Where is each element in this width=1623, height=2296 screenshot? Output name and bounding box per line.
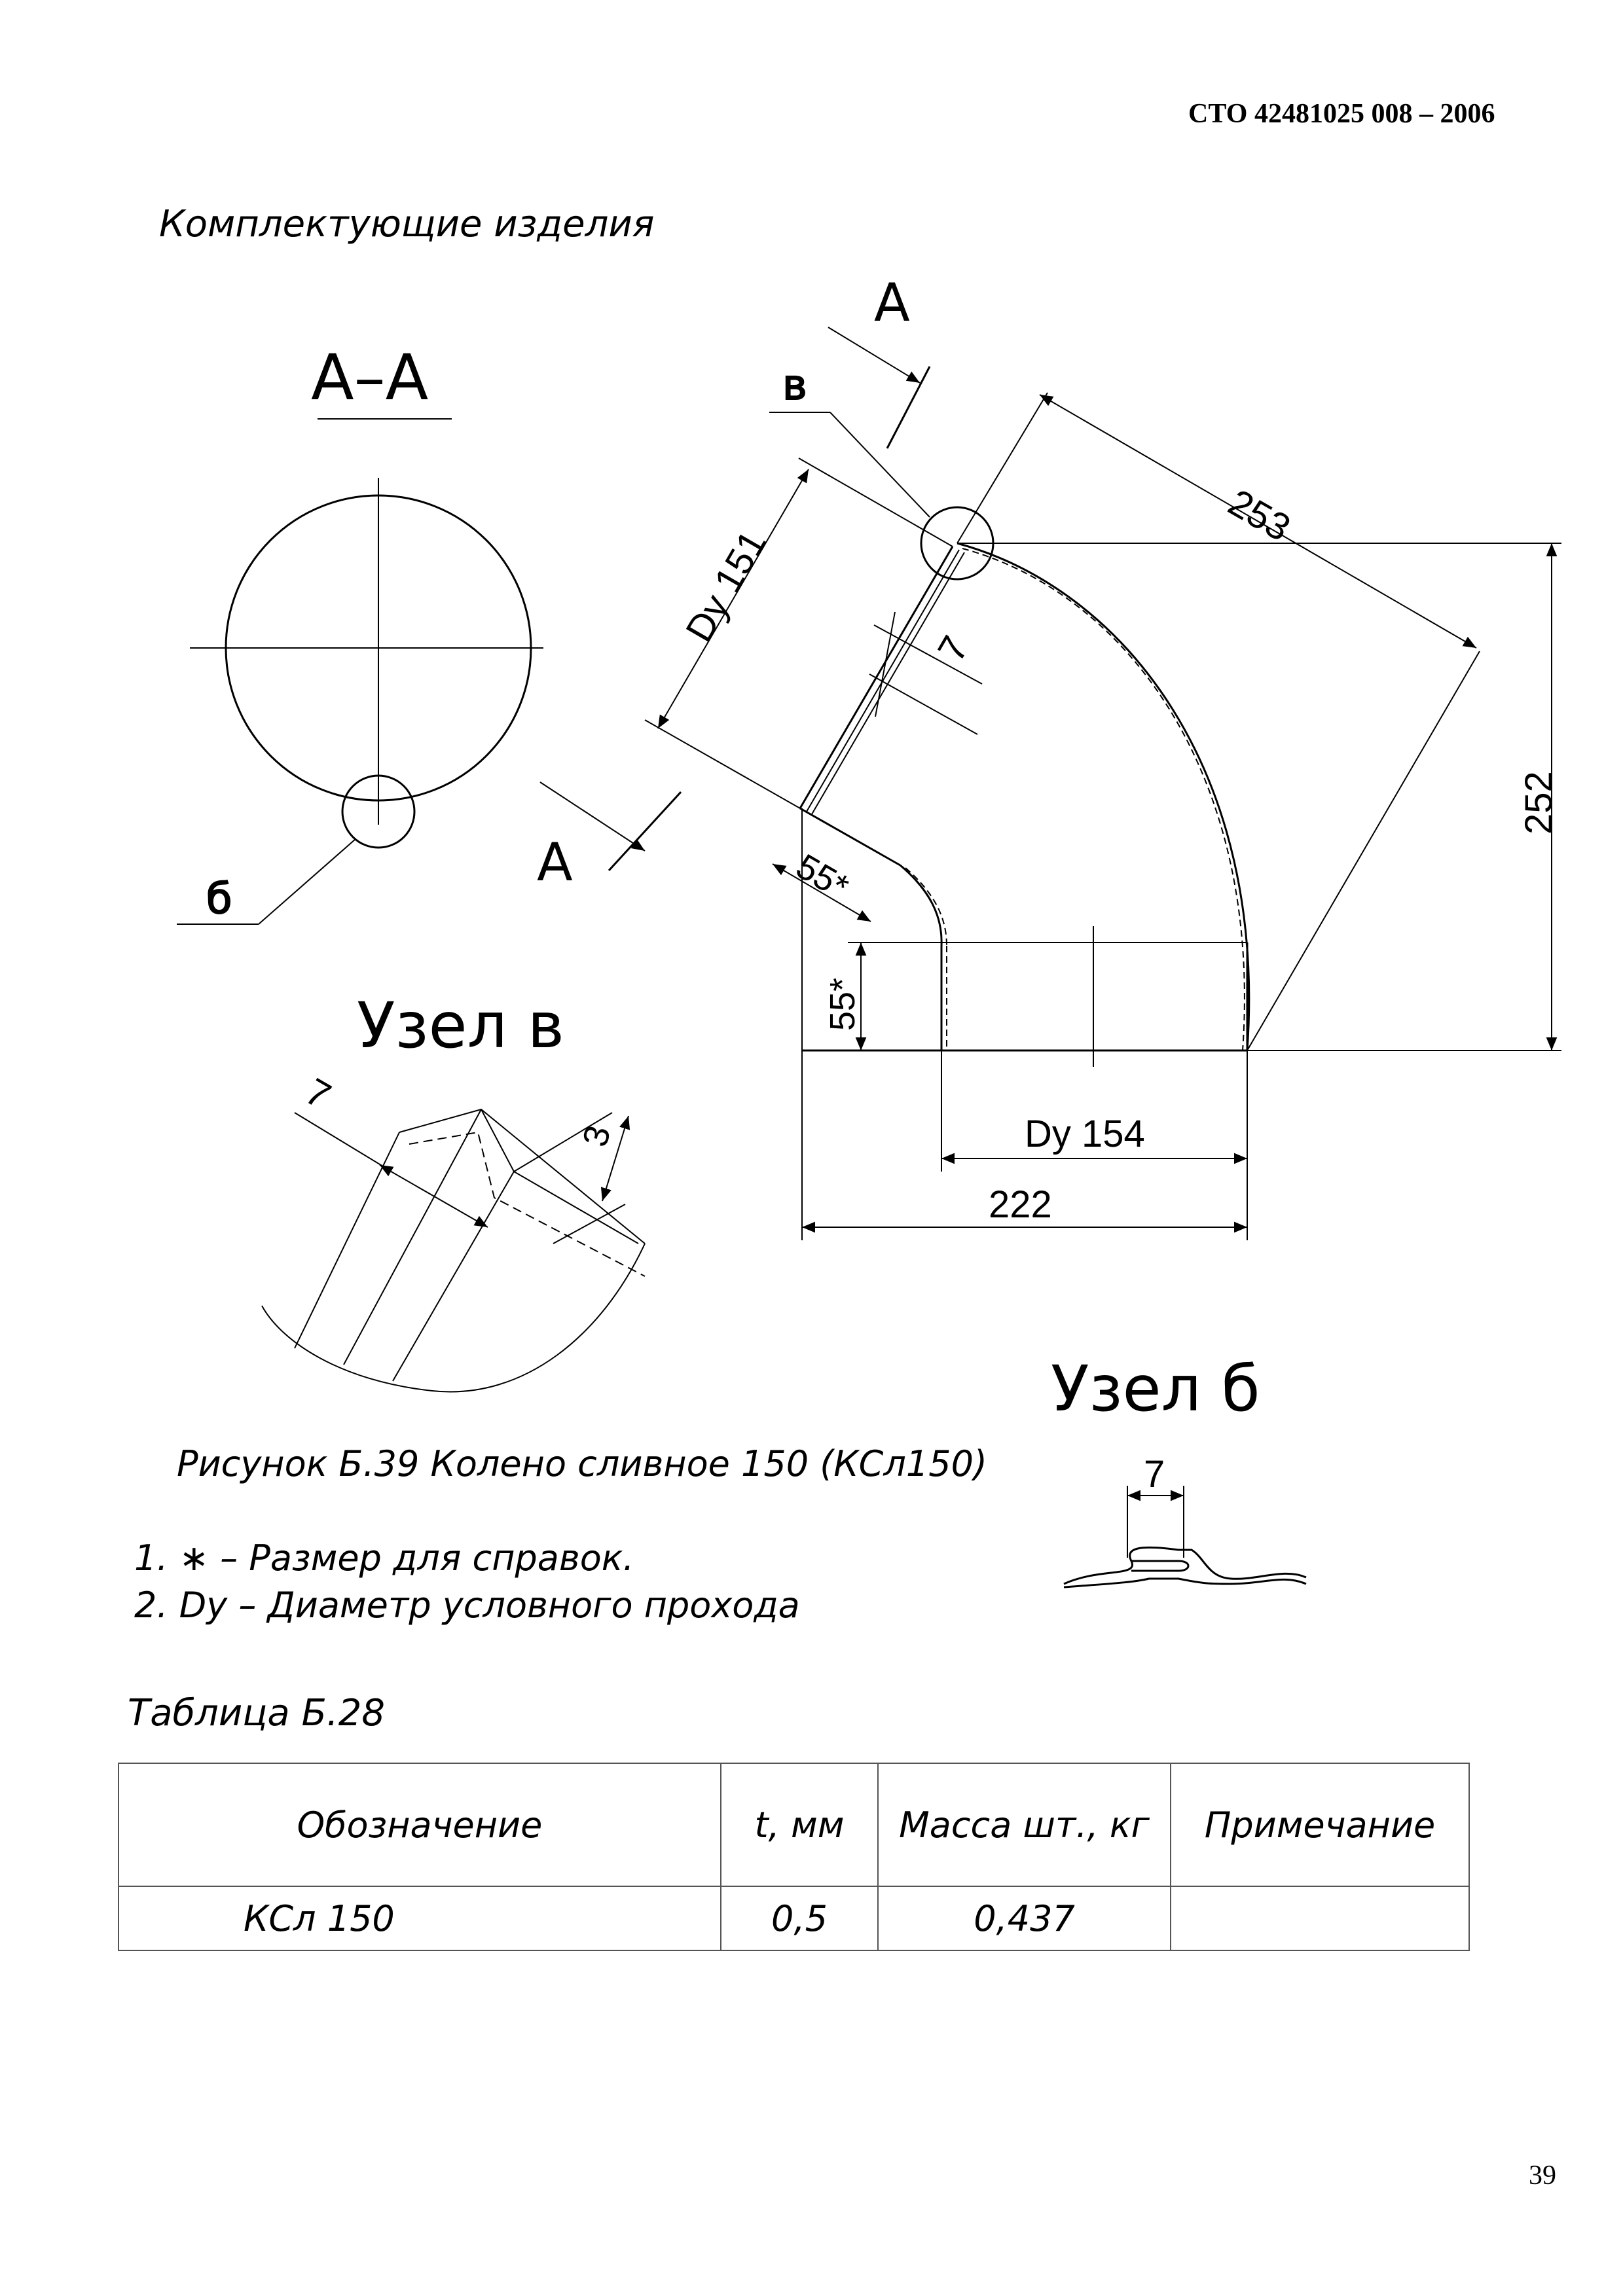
elbow-drawing <box>540 327 1561 1240</box>
node-v-leader <box>830 412 930 517</box>
cell-mass: 0,437 <box>878 1886 1171 1950</box>
dim-252-label: 252 <box>1518 771 1560 834</box>
dim-7-ext-2 <box>869 674 977 734</box>
elbow-outer-arc <box>957 543 1249 1050</box>
node-b-profile-lower <box>1064 1579 1306 1587</box>
dim-253-ext-top <box>957 393 1048 543</box>
section-mark-bottom: А <box>537 832 573 893</box>
section-view-aa <box>177 419 543 924</box>
dim-55-vert-label: 55* <box>823 977 862 1031</box>
section-mark-top: А <box>874 272 910 333</box>
table-header-row <box>119 1763 1469 1886</box>
node-v-fold-line-4 <box>481 1109 514 1172</box>
node-b-leader <box>259 839 356 924</box>
node-v-fold-line-2 <box>344 1109 481 1365</box>
document-code: СТО 42481025 008 – 2006 <box>1188 99 1495 129</box>
node-v-title: Узел в <box>357 989 565 1062</box>
dim-55-slant-label: 55* <box>790 846 856 907</box>
col-header-thickness: t, мм <box>721 1763 878 1886</box>
node-v-dim-7-label: 7 <box>298 1069 338 1118</box>
node-v-dim-7-ext <box>295 1113 386 1168</box>
col-header-note: Примечание <box>1171 1763 1469 1886</box>
node-v-dim-3-ext-2 <box>553 1204 625 1244</box>
section-cut-marker-bottom <box>609 792 681 870</box>
node-v-detail <box>262 1109 645 1391</box>
elbow-inner-arc <box>900 865 941 946</box>
col-header-mass: Масса шт., кг <box>878 1763 1171 1886</box>
dim-dy151-ext-bottom <box>645 720 800 808</box>
cell-designation: КСл 150 <box>119 1886 721 1950</box>
node-v-dim-7-line <box>380 1165 488 1227</box>
upper-pipe-seam-line-1 <box>807 550 959 812</box>
node-b-profile <box>1064 1547 1306 1584</box>
cell-thickness: 0,5 <box>721 1886 878 1950</box>
section-title: Комплектующие изделия <box>159 203 655 245</box>
node-b-title: Узел б <box>1051 1352 1260 1426</box>
table-row <box>119 1886 1469 1950</box>
node-v-hidden-line <box>409 1132 645 1276</box>
node-b-dim-7-label: 7 <box>1144 1453 1165 1496</box>
node-b-detail <box>1064 1486 1306 1587</box>
upper-pipe-seam-line-2 <box>812 552 964 814</box>
dim-253-ext-bottom <box>1247 651 1480 1050</box>
dim-dy151-ext-top <box>799 458 953 547</box>
notes <box>134 1535 800 1629</box>
dim-dy151-label: Dy 151 <box>677 523 775 649</box>
section-cut-arrow-top <box>828 327 920 383</box>
col-header-designation: Обозначение <box>119 1763 721 1886</box>
node-v-dim-3-label: 3 <box>575 1121 619 1151</box>
dim-dy154-label: Dy 154 <box>1025 1113 1145 1155</box>
dim-7-label: 7 <box>929 629 977 669</box>
dim-253-label: 253 <box>1221 480 1298 550</box>
node-v-mark: в <box>782 361 807 410</box>
page-number: 39 <box>1529 2161 1556 2191</box>
note-2: 2. Dy – Диаметр условного прохода <box>134 1585 800 1626</box>
section-cut-marker-top <box>887 367 930 448</box>
node-v-fold-line-1 <box>295 1132 399 1348</box>
note-1: 1. ∗ – Размер для справок. <box>134 1537 634 1579</box>
cell-note <box>1171 1886 1469 1950</box>
node-v-outline <box>262 1109 645 1391</box>
table-title: Таблица Б.28 <box>128 1692 385 1734</box>
section-view-title: А–А <box>311 341 429 414</box>
figure-caption: Рисунок Б.39 Колено сливное 150 (КСл150) <box>177 1443 987 1484</box>
node-v-fold-line-3 <box>393 1172 514 1381</box>
dim-222-label: 222 <box>989 1183 1052 1226</box>
spec-table <box>118 1763 1470 1951</box>
elbow-outer-arc-seam <box>962 548 1245 1050</box>
node-b-mark: б <box>206 875 232 924</box>
